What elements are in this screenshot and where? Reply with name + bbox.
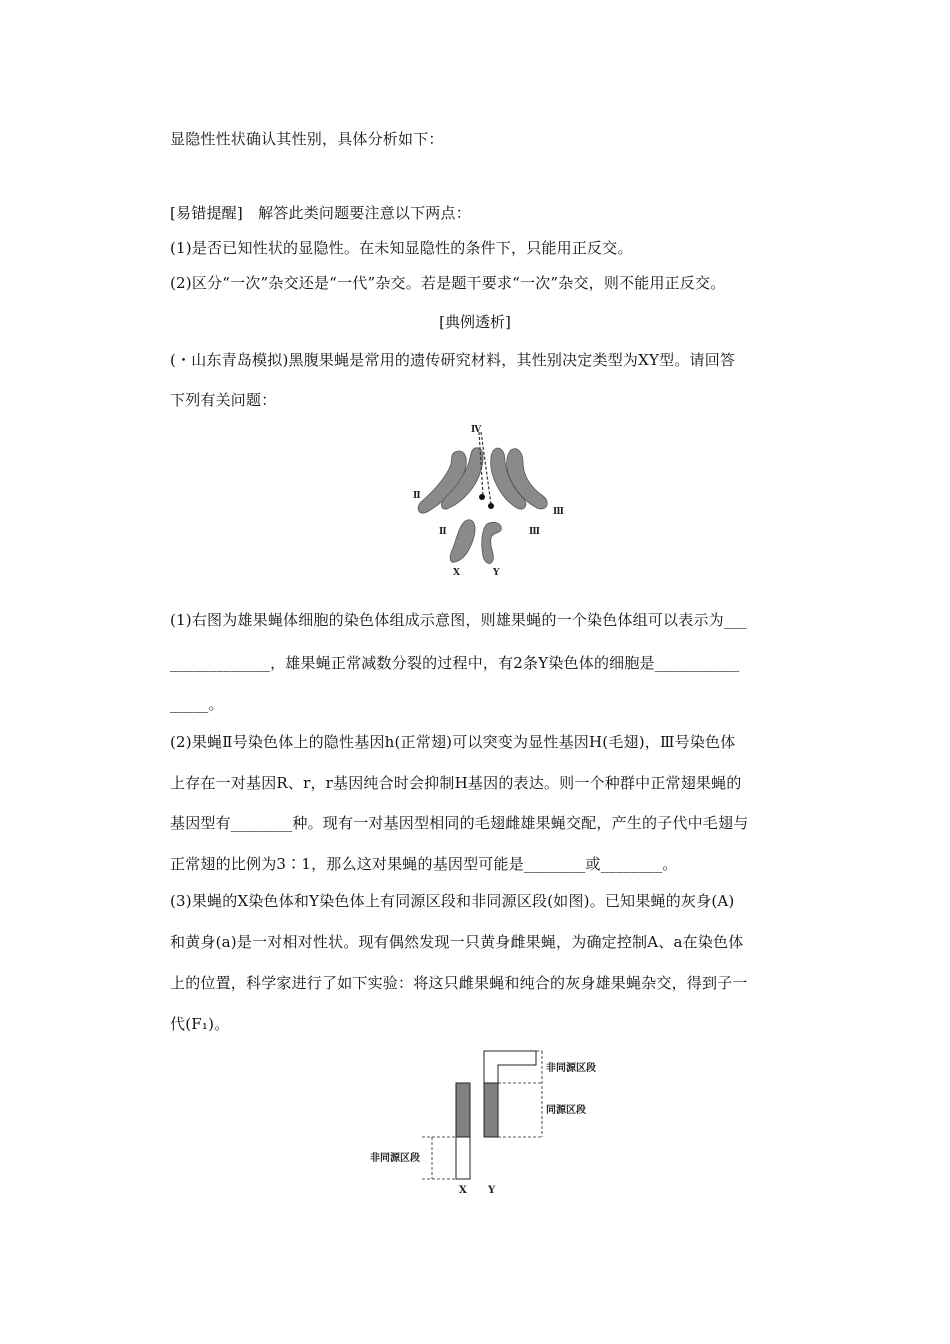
question-intro-line-2: 下列有关问题： xyxy=(170,391,277,409)
q1-line-2: _____________，雄果蝇正常减数分裂的过程中，有2条Y染色体的细胞是___________ xyxy=(170,654,740,672)
karyotype-figure xyxy=(405,420,575,580)
x-homologous-region xyxy=(456,1083,470,1137)
chromosome-y xyxy=(482,522,502,563)
label-nonhomologous-bottom: 非同源区段 xyxy=(370,1153,420,1164)
chromosome-iv-dot-1 xyxy=(479,494,485,500)
label-y-chromosome: Y xyxy=(488,1185,496,1196)
label-iv: Ⅳ xyxy=(471,425,482,435)
y-chromosome-outline xyxy=(484,1051,536,1083)
x-nonhomologous-region xyxy=(456,1137,470,1179)
label-iii-right: Ⅲ xyxy=(553,507,564,517)
q2-line-1: (2)果蝇Ⅱ号染色体上的隐性基因h(正常翅)可以突变为显性基因H(毛翅)，Ⅲ号染色体 xyxy=(170,733,736,751)
chromosome-x xyxy=(450,520,475,563)
label-ii-inner: Ⅱ xyxy=(439,527,447,537)
label-ii-left: Ⅱ xyxy=(413,491,421,501)
label-x-chromosome: X xyxy=(459,1185,467,1196)
q3-line-2: 和黄身(a)是一对相对性状。现有偶然发现一只黄身雌果蝇，为确定控制A、a在染色体 xyxy=(170,933,744,951)
q3-line-3: 上的位置，科学家进行了如下实验：将这只雌果蝇和纯合的灰身雄果蝇杂交，得到子一 xyxy=(170,974,748,992)
question-intro-line-1: (・山东青岛模拟)黑腹果蝇是常用的遗传研究材料，其性别决定类型为XY型。请回答 xyxy=(170,351,736,369)
example-heading: [典例透析] xyxy=(439,313,511,331)
label-y: Y xyxy=(493,568,500,578)
label-homologous: 同源区段 xyxy=(546,1105,586,1116)
tip-heading: [易错提醒] 解答此类问题要注意以下两点： xyxy=(170,204,471,222)
label-x: X xyxy=(453,568,460,578)
q2-line-4: 正常翅的比例为3∶1，那么这对果蝇的基因型可能是________或________。 xyxy=(170,855,678,873)
q2-line-2: 上存在一对基因R、r，r基因纯合时会抑制H基因的表达。则一个种群中正常翅果蝇的 xyxy=(170,774,742,792)
intro-line: 显隐性性状确认其性别，具体分析如下： xyxy=(170,130,444,148)
chromosome-iv-dot-2 xyxy=(488,503,494,509)
label-nonhomologous-top: 非同源区段 xyxy=(546,1063,596,1074)
label-iii-inner: Ⅲ xyxy=(529,527,540,537)
tip-item-1: (1)是否已知性状的显隐性。在未知显隐性的条件下，只能用正反交。 xyxy=(170,239,633,257)
y-homologous-region xyxy=(484,1083,498,1137)
q1-line-1: (1)右图为雄果蝇体细胞的染色体组成示意图，则雄果蝇的一个染色体组可以表示为___ xyxy=(170,611,747,629)
q3-line-4: 代(F₁)。 xyxy=(170,1015,230,1033)
tip-item-2: (2)区分“一次”杂交还是“一代”杂交。若是题干要求“一次”杂交，则不能用正反交。 xyxy=(170,274,726,292)
q2-line-3: 基因型有________种。现有一对基因型相同的毛翅雌雄果蝇交配，产生的子代中毛翅与 xyxy=(170,814,749,832)
xy-region-figure xyxy=(360,1045,620,1200)
q1-line-3: _____。 xyxy=(170,695,224,713)
q3-line-1: (3)果蝇的X染色体和Y染色体上有同源区段和非同源区段(如图)。已知果蝇的灰身(A) xyxy=(170,892,735,910)
